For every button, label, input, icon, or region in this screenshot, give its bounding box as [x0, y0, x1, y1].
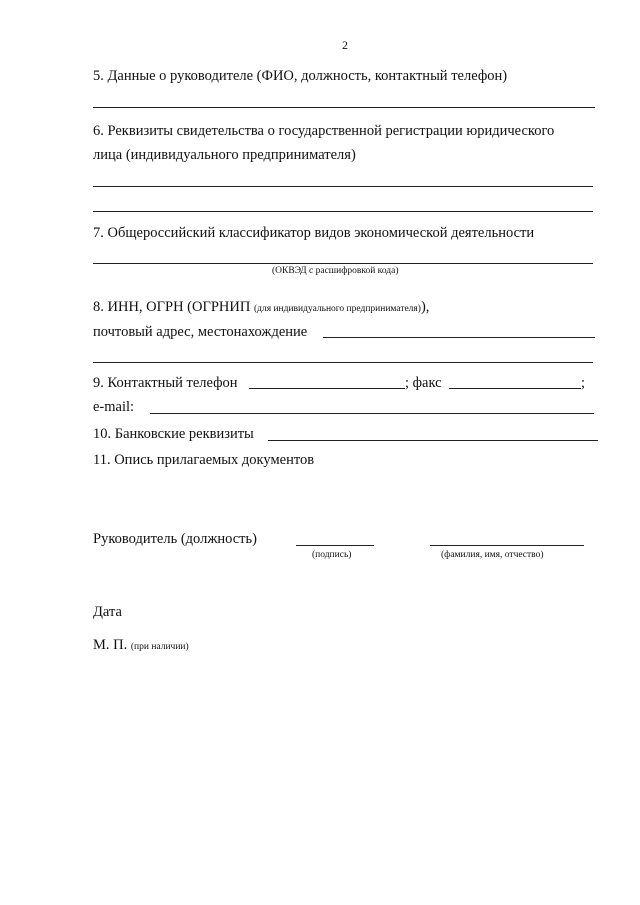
item-7-fill-line[interactable]	[93, 263, 593, 264]
item-5-fill-line[interactable]	[93, 107, 595, 108]
item-8-note: (для индивидуального предпринимателя)	[253, 304, 421, 314]
signature-fill-line[interactable]	[296, 545, 374, 546]
item-8-main: 8. ИНН, ОГРН (ОГРНИП	[93, 299, 251, 315]
bank-details-fill-line[interactable]	[268, 440, 598, 441]
phone-fill-line[interactable]	[249, 388, 405, 389]
item-5-leader-data: 5. Данные о руководителе (ФИО, должность, контактный телефон)	[93, 68, 508, 84]
item-9-fax-label: ; факс	[405, 375, 442, 391]
page-number: 2	[342, 38, 348, 52]
item-11-documents-list: 11. Опись прилагаемых документов	[93, 452, 315, 468]
date-label: Дата	[93, 604, 122, 620]
item-6-fill-line-1[interactable]	[93, 186, 593, 187]
head-position-label: Руководитель (должность)	[93, 531, 257, 547]
stamp-label-row	[93, 636, 189, 656]
item-7-okved: 7. Общероссийский классификатор видов экономической деятельности	[93, 225, 535, 241]
item-9-phone-label: 9. Контактный телефон	[93, 375, 238, 391]
stamp-note: (при наличии)	[130, 642, 189, 652]
item-7-caption: (ОКВЭД с расшифровкой кода)	[272, 266, 399, 276]
item-9-end: ;	[581, 375, 586, 391]
signature-caption: (подпись)	[312, 550, 352, 560]
stamp-label: М. П.	[93, 637, 128, 653]
item-8-address-fill[interactable]	[323, 337, 595, 338]
item-8-address-label: почтовый адрес, местонахождение	[93, 324, 308, 340]
full-name-fill-line[interactable]	[430, 545, 584, 546]
full-name-caption: (фамилия, имя, отчество)	[441, 550, 544, 560]
item-6-registration-line1: 6. Реквизиты свидетельства о государственной регистрации юридического	[93, 123, 555, 139]
item-6-registration-line2: лица (индивидуального предпринимателя)	[93, 147, 356, 163]
email-fill-line[interactable]	[150, 413, 594, 414]
item-8-close: ),	[420, 299, 430, 315]
item-10-bank-details: 10. Банковские реквизиты	[93, 426, 254, 442]
email-label: e-mail:	[93, 399, 135, 415]
item-8-fill-line-2[interactable]	[93, 362, 593, 363]
item-8-inn-ogrn	[93, 298, 429, 316]
fax-fill-line[interactable]	[449, 388, 581, 389]
item-6-fill-line-2[interactable]	[93, 211, 593, 212]
